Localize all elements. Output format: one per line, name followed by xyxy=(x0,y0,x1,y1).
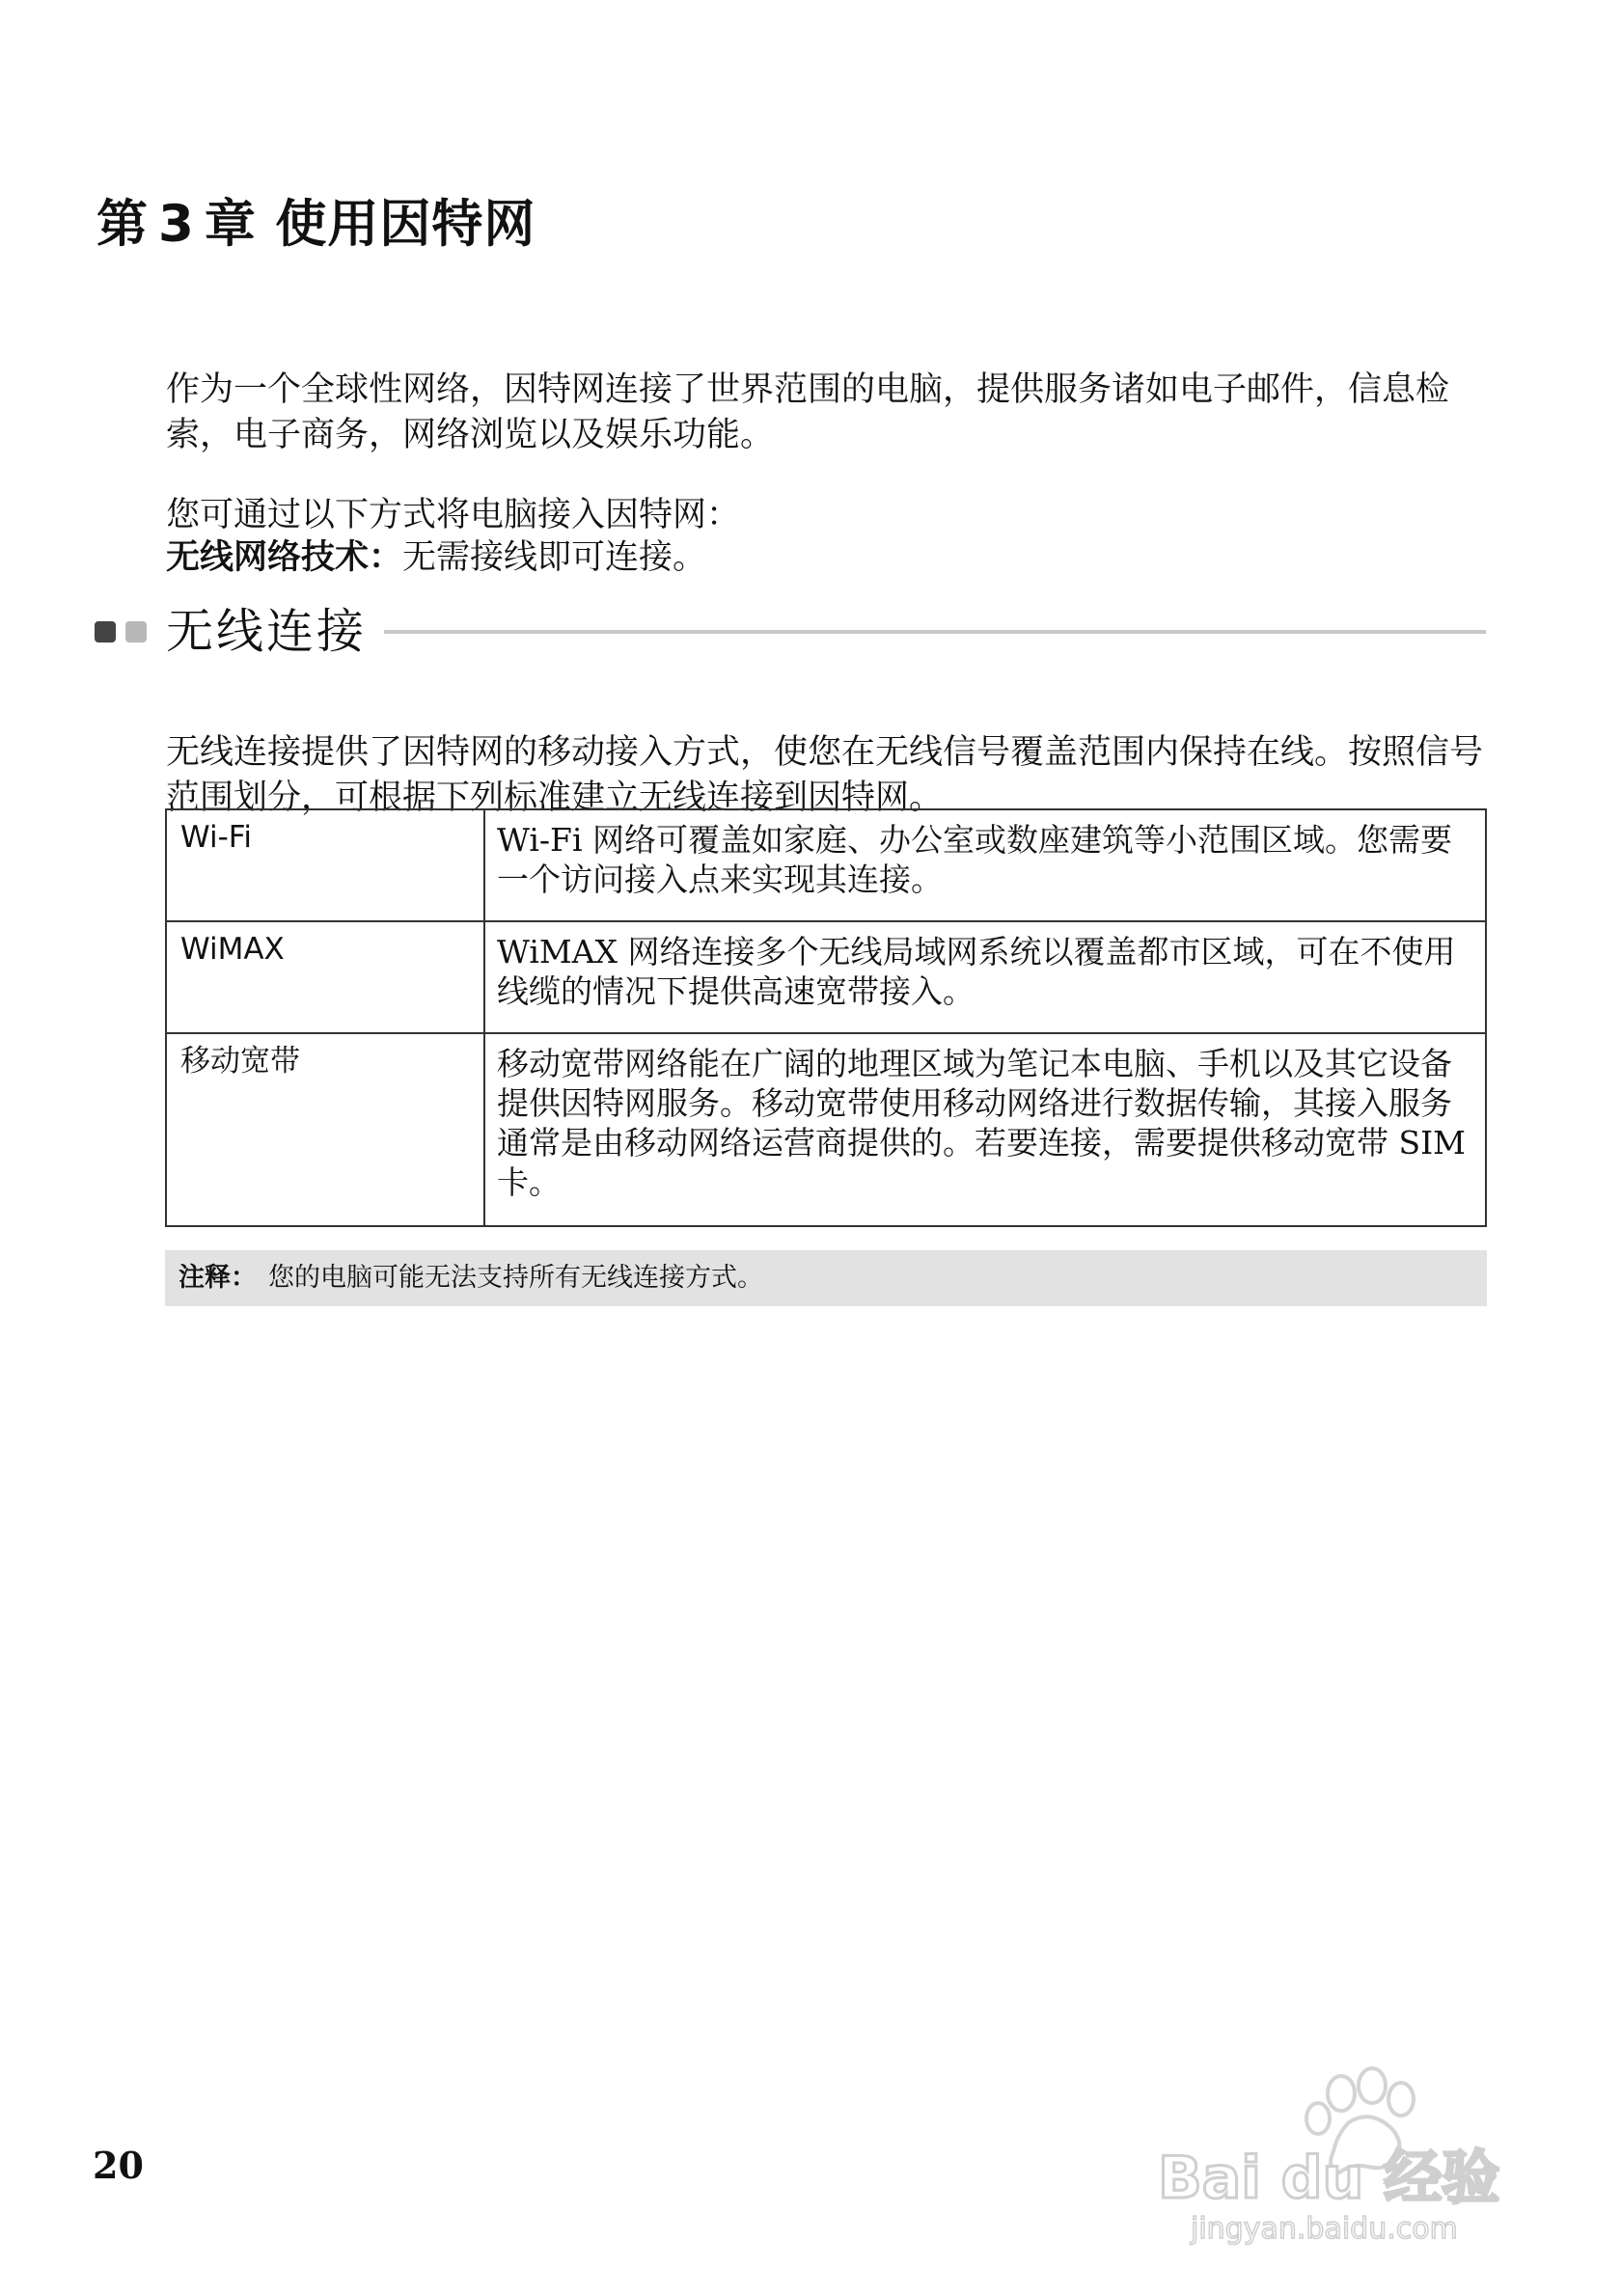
table-row-text: Wi-Fi 网络可覆盖如家庭、办公室或数座建筑等小范围区域。您需要一个访问接入点来实现其连接。 xyxy=(484,809,1486,921)
note-text: 您的电脑可能无法支持所有无线连接方式。 xyxy=(268,1263,763,1293)
table-row xyxy=(166,1033,1486,1226)
wireless-tech-text: 无需接线即可连接。 xyxy=(402,538,707,577)
table-row xyxy=(166,921,1486,1033)
section-divider xyxy=(384,630,1486,634)
page-number: 20 xyxy=(93,2144,144,2187)
chapter-name: 章 使用因特网 xyxy=(204,194,536,254)
section-heading xyxy=(95,598,1486,666)
wireless-tech-label: 无线网络技术： xyxy=(166,538,403,577)
section-intro-paragraph: 无线连接提供了因特网的移动接入方式，使您在无线信号覆盖范围内保持在线。按照信号范围划分，可根据下列标准建立无线连接到因特网。 xyxy=(166,733,1484,817)
table-row-text: WiMAX 网络连接多个无线局域网系统以覆盖都市区域，可在不使用线缆的情况下提供高速宽带接入。 xyxy=(484,921,1486,1033)
wireless-tech-line xyxy=(166,535,1488,581)
chapter-number: 3 xyxy=(158,194,195,254)
watermark-url: jingyan.baidu.com xyxy=(1191,2212,1458,2246)
baidu-jingyan-watermark-icon xyxy=(1148,2055,1553,2248)
wireless-standards-table xyxy=(165,808,1487,1227)
chapter-prefix: 第 xyxy=(96,194,149,254)
note-label: 注释： xyxy=(179,1263,257,1293)
table-row-label: 移动宽带 xyxy=(166,1033,484,1226)
note-box xyxy=(165,1250,1487,1306)
section-title: 无线连接 xyxy=(166,604,368,659)
table-row-text: 移动宽带网络能在广阔的地理区域为笔记本电脑、手机以及其它设备提供因特网服务。移动宽带使用移动网络进行数据传输，其接入服务通常是由移动网络运营商提供的。若要连接，需要提供移动宽带 SIM 卡。 xyxy=(484,1033,1486,1226)
section-bullet-light-icon xyxy=(125,621,147,642)
connect-methods-paragraph: 您可通过以下方式将电脑接入因特网： xyxy=(166,496,741,534)
section-bullet-dark-icon xyxy=(95,621,116,642)
watermark-brand: Bai du 经验 xyxy=(1158,2145,1500,2212)
intro-paragraph: 作为一个全球性网络，因特网连接了世界范围的电脑，提供服务诸如电子邮件，信息检索，电子商务，网络浏览以及娱乐功能。 xyxy=(166,370,1450,454)
table-row xyxy=(166,809,1486,921)
table-row-label: Wi-Fi xyxy=(166,809,484,921)
table-row-label: WiMAX xyxy=(166,921,484,1033)
chapter-title xyxy=(96,191,536,259)
